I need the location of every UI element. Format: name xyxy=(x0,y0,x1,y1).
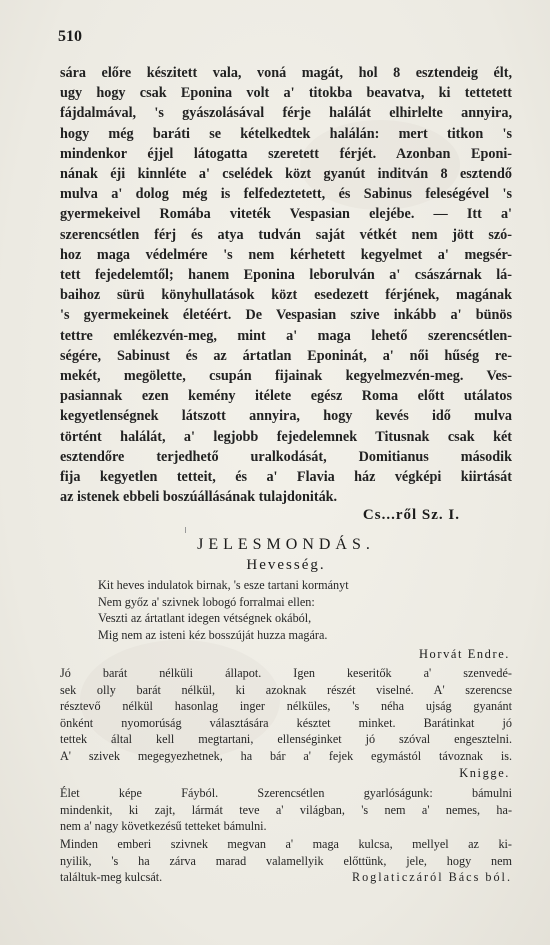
text-line: baihoz sürü könyhullatások közt esedezett férjének, magának xyxy=(60,287,512,304)
text-line: Jó barát nélküli állapot. Igen keseritők a' szenvedé- xyxy=(60,666,512,680)
text-line: esztendőre terjedhető uralkodását, Domitianus második xyxy=(60,448,512,465)
text-line: az istenek ebbeli boszúállásának tulajdoniták. xyxy=(60,489,338,506)
text-line: tettre emlékezvén-meg, mint a' maga lehető szerencsétlen- xyxy=(60,327,512,344)
text-line: Minden emberi szivnek megvan a' maga kulcsa, mellyel az ki- xyxy=(60,837,512,851)
text-line: ugy hogy csak Eponina volt a' titokba beavatva, ki tettetett xyxy=(60,85,512,102)
separator-mark xyxy=(185,527,186,533)
text-line: nyilik, 's ha zárva marad valamellyik előttünk, jele, hogy nem xyxy=(60,853,512,868)
quote-author-knigge: Knigge. xyxy=(459,766,510,780)
text-line: hoz maga védelmére 's nem kérhetett kegyelmet a' megsér- xyxy=(60,246,512,263)
article-signature: Cs...ről Sz. I. xyxy=(362,507,460,523)
text-line: A' szivek megegyezhetnek, ha bár a' fejek egymástól távoznak is. xyxy=(60,748,512,763)
poem-verse: Veszti az ártatlant idegen vétségnek okából, xyxy=(98,611,312,626)
text-line: sára előre készitett vala, voná magát, hol 8 esztendeig élt, xyxy=(60,65,512,81)
poem-verse: Mig nem az isteni kéz bosszúját huzza magára. xyxy=(98,627,328,642)
poem-quote xyxy=(98,577,478,643)
text-line: pasiannak ezen kemény itélete egész Roma előtt utálatos xyxy=(60,388,512,405)
text-line xyxy=(60,869,512,886)
text-line: ségére, Sabinust és az ártatlan Eponinát, a' női hűség re- xyxy=(60,347,512,364)
main-article-text xyxy=(60,63,512,507)
text-line-end: találtuk-meg kulcsát. xyxy=(60,870,163,885)
section-subtitle: Hevesség. xyxy=(246,557,326,573)
text-line: mulva a' dolog még is felfedeztetett, és Sabinus feleségével 's xyxy=(60,186,512,203)
poem-verse: Kit heves indulatok birnak, 's esze tartani kormányt xyxy=(98,578,349,592)
section-title: JELESMONDÁS. xyxy=(197,536,375,553)
quote-paragraph-life xyxy=(60,785,512,835)
quote-author-roglaticza: Roglaticzáról Bács ból. xyxy=(351,870,512,885)
text-line: mindenkor éjjel látogatta szeretett férjét. Azonban Eponi- xyxy=(60,145,512,162)
text-line: nának éji kinnléte a' cselédek közt gyanút inditván 8 esztendő xyxy=(60,166,512,183)
text-line: tettek által kell megtartani, ellenséginket jó szóval engesztelni. xyxy=(60,732,512,747)
text-line: hogy még baráti se kételkedtek halálán: mert titkon 's xyxy=(60,125,512,142)
text-line: történt halálát, a' legjobb fejedelemnek Titusnak csak két xyxy=(60,428,512,445)
text-line: önként nyomorúság választására késztet minket. Barátinkat jó xyxy=(60,715,512,730)
text-line: tett fejedelemtől; hanem Eponina leborulván a' császárnak lá- xyxy=(60,267,512,284)
text-line: fájdalmával, 's gyászolásával férje halálát elhirlelte annyira, xyxy=(60,105,512,122)
text-line: szerencsétlen férj és atya tudván saját vétkét nem jött szó- xyxy=(60,226,512,243)
page-number: 510 xyxy=(58,28,82,45)
text-line: nem a' nagy következésű tetteket bámulni. xyxy=(60,819,267,834)
text-line: Élet képe Fáyból. Szerencsétlen gyarlóságunk: bámulni xyxy=(60,786,512,800)
poem-verse: Nem győz a' szivnek lobogó forralmai ellen: xyxy=(98,594,315,609)
text-line: résztevő nélkül hasonlag inger nélküles, 's néha ujság gyanánt xyxy=(60,699,512,714)
text-line: kegyetlenségnek látszott annyira, hogy kevés idő mulva xyxy=(60,408,512,425)
text-line: fija kegyetlen tetteit, és a' Flavia ház végképi kiirtását xyxy=(60,469,512,486)
quote-paragraph-friendship xyxy=(60,665,512,765)
text-line: mindenkit, ki zajt, lármát teve a' világban, 's nem a' nemes, ha- xyxy=(60,802,512,817)
text-line: gyermekeivel Romába viteték Vespasian elejébe. — Itt a' xyxy=(60,206,512,223)
poem-author: Horvát Endre. xyxy=(419,647,510,661)
text-line: mekét, megölette, csupán fijainak kegyelmezvén-meg. Ves- xyxy=(60,368,512,385)
quote-paragraph-heart xyxy=(60,836,512,886)
text-line: 's gyermekeinek életéért. De Vespasian szive inkább a' bünös xyxy=(60,307,512,324)
text-line: sek olly barát nélkül, ki azoknak részét viselné. A' szerencse xyxy=(60,682,512,697)
